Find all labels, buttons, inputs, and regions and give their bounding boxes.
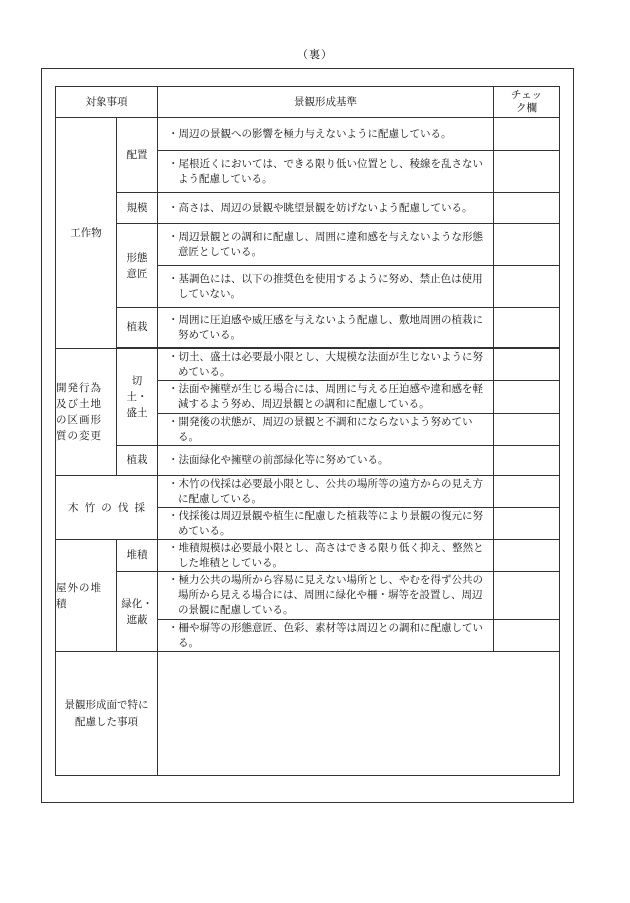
check-cell[interactable] [494, 508, 560, 540]
criterion-development-cutfill-2: ・法面や擁壁が生じる場合には、周囲に与える圧迫感や違和感を軽減するよう努め、周辺景観との調和に配慮している。 [158, 381, 494, 414]
table-row [56, 193, 560, 224]
criterion-structure-design-1: ・周辺景観との調和に配慮し、周囲に違和感を与えないような形態意匠としている。 [158, 224, 494, 266]
subcategory-design-label: 形態意匠 [126, 251, 148, 280]
check-cell[interactable] [494, 224, 560, 266]
page-side-label: （裏） [297, 48, 333, 61]
criterion-logging-1: ・木竹の伐採は必要最小限とし、公共の場所等の遠方からの見え方に配慮している。 [158, 476, 494, 508]
subcategory-screening [117, 572, 158, 652]
criterion-outdoor-screening-1: ・極力公共の場所から容易に見えない場所とし、やむを得ず公共の場所から見える場合には、周囲に緑化や柵・塀等を設置し、周辺の景観に配慮している。 [158, 572, 494, 620]
category-logging: 木竹の伐採 [56, 476, 158, 540]
table-row [56, 224, 560, 266]
check-cell[interactable] [494, 349, 560, 381]
criterion-outdoor-screening-2: ・柵や塀等の形態意匠、色彩、素材等は周辺との調和に配慮している。 [158, 620, 494, 652]
table-row [56, 308, 560, 348]
check-cell[interactable] [494, 118, 560, 151]
subcategory-stacking: 堆積 [117, 540, 158, 572]
header-check-label: チェック欄 [510, 89, 543, 114]
subcategory-scale: 規模 [117, 193, 158, 224]
table-row [56, 540, 560, 572]
subcategory-cutfill-label: 切土・盛土 [126, 375, 148, 419]
check-cell[interactable] [494, 381, 560, 414]
subcategory-development-planting: 植栽 [117, 446, 158, 476]
subcategory-placement: 配置 [117, 118, 158, 193]
check-cell[interactable] [494, 193, 560, 224]
criterion-structure-placement-2: ・尾根近くにおいては、できる限り低い位置とし、稜線を乱さないよう配慮している。 [158, 151, 494, 193]
special-considerations-label [56, 652, 158, 776]
subcategory-structure-planting: 植栽 [117, 308, 158, 348]
category-outdoor [56, 540, 117, 652]
criterion-structure-placement-1: ・周辺の景観への影響を極力与えないように配慮している。 [158, 118, 494, 151]
check-cell[interactable] [494, 266, 560, 308]
criterion-structure-planting-1: ・周囲に圧迫感や威圧感を与えないよう配慮し、敷地周囲の植栽に努めている。 [158, 308, 494, 348]
category-development-label: 開発行為及び土地の区画形質の変更 [56, 382, 101, 442]
check-cell[interactable] [494, 414, 560, 446]
criterion-development-cutfill-3: ・開発後の状態が、周辺の景観と不調和にならないよう努めている。 [158, 414, 494, 446]
special-considerations-input[interactable] [158, 652, 560, 776]
table-row [56, 446, 560, 476]
table-row [56, 118, 560, 151]
criterion-structure-scale-1: ・高さは、周辺の景観や眺望景観を妨げないよう配慮している。 [158, 193, 494, 224]
criterion-outdoor-stacking-1: ・堆積規模は必要最小限とし、高さはできる限り低く抑え、整然とした堆積としている。 [158, 540, 494, 572]
subcategory-design [117, 224, 158, 308]
subcategory-screening-label: 緑化・遮蔽 [121, 597, 153, 626]
landscape-criteria-table [55, 86, 560, 776]
check-cell[interactable] [494, 572, 560, 620]
category-structure: 工作物 [56, 118, 117, 349]
criterion-logging-2: ・伐採後は周辺景観や植生に配慮した植栽等により景観の復元に努めている。 [158, 508, 494, 540]
header-check [494, 87, 560, 118]
criterion-development-planting-1: ・法面緑化や擁壁の前部緑化等に努めている。 [158, 446, 494, 476]
header-criteria: 景観形成基準 [158, 87, 494, 118]
table-row [56, 476, 560, 508]
category-development [56, 349, 117, 476]
check-cell[interactable] [494, 151, 560, 193]
table-row [56, 652, 560, 776]
category-outdoor-label: 屋外の堆積 [56, 581, 101, 610]
check-cell[interactable] [494, 620, 560, 652]
check-cell[interactable] [494, 476, 560, 508]
header-target: 対象事項 [56, 87, 158, 118]
table-row [56, 349, 560, 381]
check-cell[interactable] [494, 308, 560, 348]
table-header-row [56, 87, 560, 118]
table-row [56, 572, 560, 620]
special-considerations-text: 景観形成面で特に配慮した事項 [64, 698, 149, 728]
criterion-structure-design-2: ・基調色には、以下の推奨色を使用するように努め、禁止色は使用していない。 [158, 266, 494, 308]
criterion-development-cutfill-1: ・切土、盛土は必要最小限とし、大規模な法面が生じないように努めている。 [158, 349, 494, 381]
check-cell[interactable] [494, 446, 560, 476]
check-cell[interactable] [494, 540, 560, 572]
subcategory-cutfill [117, 349, 158, 446]
